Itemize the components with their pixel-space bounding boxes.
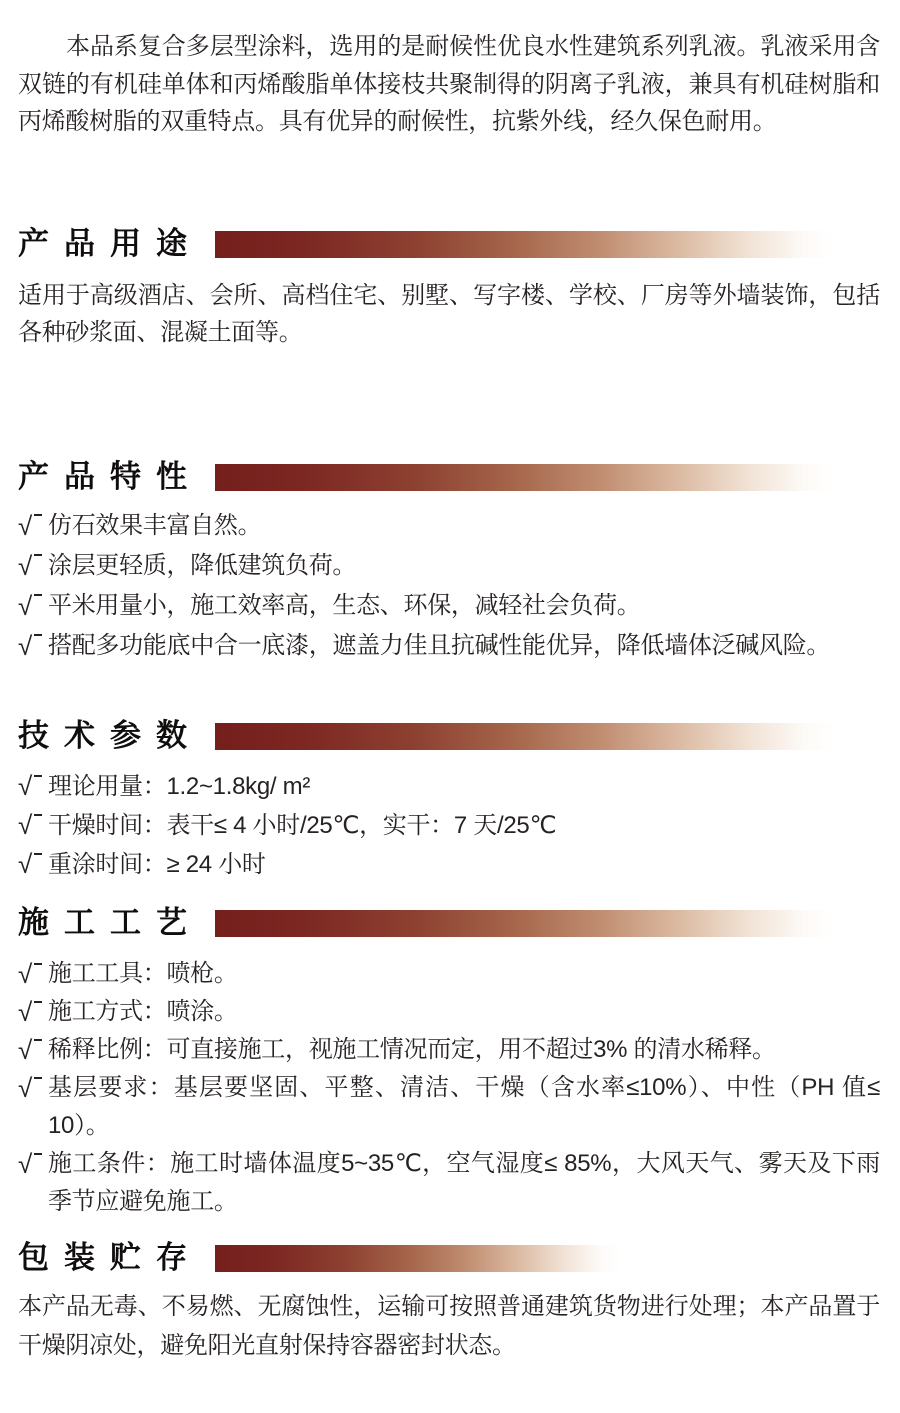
bullet-item (18, 626, 880, 666)
section-gradient-bar (215, 723, 835, 750)
bullet-text: 干燥时间：表干≤ 4 小时/25℃，实干：7 天/25℃ (48, 811, 557, 839)
check-mark-icon: √ (18, 1069, 48, 1107)
bullet-text: 基层要求：基层要坚固、平整、清洁、干燥（含水率≤10%）、中性（PH 值≤ 10）。 (48, 1073, 880, 1139)
bullet-list (18, 955, 880, 1221)
bullet-text: 重涂时间：≥ 24 小时 (48, 850, 266, 878)
check-mark-icon: √ (18, 546, 48, 586)
check-mark-icon: √ (18, 1145, 48, 1183)
check-mark-icon: √ (18, 993, 48, 1031)
bullet-item (18, 767, 880, 806)
bullet-text: 平米用量小，施工效率高，生态、环保，减轻社会负荷。 (48, 591, 641, 619)
bullet-item (18, 955, 880, 993)
section-header-technical-parameters (18, 717, 880, 753)
section-title: 产品用途 (18, 225, 202, 261)
bullet-item (18, 845, 880, 884)
section-packaging-storage (18, 1239, 880, 1365)
bullet-item (18, 1031, 880, 1069)
bullet-item (18, 1145, 880, 1221)
section-title: 施工工艺 (18, 904, 202, 940)
bullet-text: 仿石效果丰富自然。 (48, 511, 262, 539)
sections-container (18, 225, 880, 1365)
check-mark-icon: √ (18, 626, 48, 666)
section-paragraph: 本产品无毒、不易燃、无腐蚀性，运输可按照普通建筑货物进行处理；本产品置于干燥阴凉处，避免阳光直射保持容器密封状态。 (18, 1292, 880, 1359)
bullet-item (18, 1069, 880, 1145)
section-header-construction-process (18, 904, 880, 940)
bullet-item (18, 586, 880, 626)
check-mark-icon: √ (18, 845, 48, 884)
bullet-text: 施工方式：喷涂。 (48, 997, 238, 1025)
bullet-item (18, 993, 880, 1031)
intro-paragraph: 本品系复合多层型涂料，选用的是耐候性优良水性建筑系列乳液。乳液采用含双链的有机硅单体和丙烯酸脂单体接枝共聚制得的阴离子乳液，兼具有机硅树脂和丙烯酸树脂的双重特点。具有优异的耐候性，抗紫外线，经久保色耐用。 (18, 33, 880, 135)
section-header-product-usage (18, 225, 880, 261)
bullet-list (18, 506, 880, 666)
section-technical-parameters (18, 717, 880, 884)
section-title: 产品特性 (18, 458, 202, 494)
check-mark-icon: √ (18, 1031, 48, 1069)
bullet-text: 施工工具：喷枪。 (48, 959, 238, 987)
check-mark-icon: √ (18, 767, 48, 806)
section-product-features (18, 458, 880, 666)
bullet-text: 涂层更轻质，降低建筑负荷。 (48, 551, 357, 579)
bullet-text: 稀释比例：可直接施工，视施工情况而定，用不超过3% 的清水稀释。 (48, 1035, 776, 1063)
section-product-usage (18, 225, 880, 352)
bullet-list (18, 767, 880, 884)
bullet-text: 搭配多功能底中合一底漆，遮盖力佳且抗碱性能优异，降低墙体泛碱风险。 (48, 631, 831, 659)
check-mark-icon: √ (18, 586, 48, 626)
check-mark-icon: √ (18, 506, 48, 546)
section-paragraph: 适用于高级酒店、会所、高档住宅、别墅、写字楼、学校、厂房等外墙装饰，包括各种砂浆面、混凝土面等。 (18, 281, 880, 346)
section-title: 包装贮存 (18, 1239, 202, 1275)
bullet-item (18, 806, 880, 845)
section-title: 技术参数 (18, 717, 202, 753)
check-mark-icon: √ (18, 806, 48, 845)
section-header-product-features (18, 458, 880, 494)
section-construction-process (18, 904, 880, 1221)
bullet-text: 理论用量：1.2~1.8kg/ m² (48, 772, 311, 800)
section-header-packaging-storage (18, 1239, 880, 1275)
bullet-text: 施工条件：施工时墙体温度5~35℃，空气湿度≤ 85%，大风天气、雾天及下雨季节应避免施工。 (48, 1149, 880, 1215)
check-mark-icon: √ (18, 955, 48, 993)
section-gradient-bar (215, 1245, 620, 1272)
bullet-item (18, 546, 880, 586)
section-gradient-bar (215, 464, 835, 491)
bullet-item (18, 506, 880, 546)
section-gradient-bar (215, 231, 835, 258)
section-gradient-bar (215, 910, 835, 937)
